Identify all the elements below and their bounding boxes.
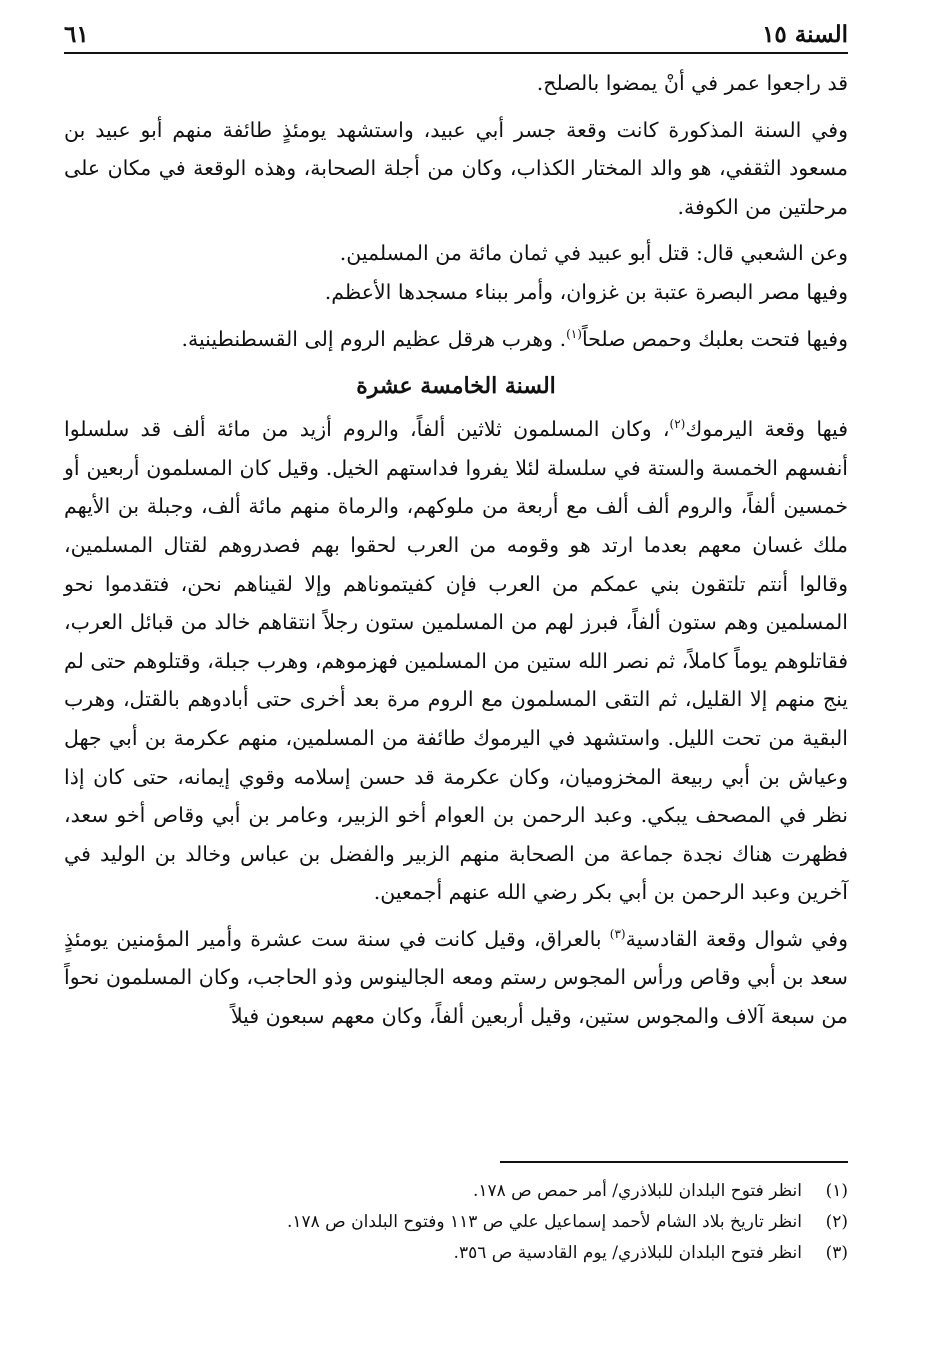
text: وفيها فتحت بعلبك وحمص صلحاً (581, 326, 848, 351)
footnote-number: (٣) (825, 1243, 848, 1263)
paragraph: وفي السنة المذكورة كانت وقعة جسر أبي عبيد، واستشهد يومئذٍ طائفة منهم أبو عبيد بن مسعود الثقفي، هو والد المختار الكذاب، وكان من أجلة الصحابة، وهذه الوقعة في مكان على مرحلتين من الكوفة. (64, 117, 848, 219)
text: فيها وقعة اليرموك (685, 417, 849, 442)
page-number: ٦١ (64, 21, 89, 48)
footnote (64, 1238, 848, 1269)
paragraph (64, 320, 848, 359)
text: ، وكان المسلمون ثلاثين ألفاً، والروم أزيد من مائة ألف قد سلسلوا أنفسهم الخمسة والستة في سلسلة لئلا يفروا فداستهم الخيل. وقيل كان المسلمون أربعين أو خمسين ألفاً، والروم ألف ألف مع أربعة من ملوكهم، والرماة منهم مائة ألف، وجبلة بن الأيهم ملك غسان معهم بعدما ارتد هو وقومه من العرب لحقوا بهم فصدروهم لقتال المسلمين، وقالوا أنتم تلتقون بني عمكم من العرب فإن كفيتموناهم وإلا لقيناهم نحن، فتقدموا نحو المسلمين وهم ستون ألفاً، فبرز لهم من المسلمين ستون رجلاً انتقاهم خالد من قبائل العرب، فقاتلوهم يوماً كاملاً، ثم نصر الله ستين من المسلمين فهزموهم، وهرب جبلة، وقتلوهم حتى لم ينج منهم إلا القليل، ثم التقى المسلمون مع الروم مرة بعد أخرى حتى أبادوهم بالقتل، وهرب البقية من تحت الليل. واستشهد في اليرموك طائفة من المسلمين، منهم عكرمة بن أبي جهل وعياش بن أبي ربيعة المخزوميان، وكان عكرمة قد حسن إسلامه وقوي إيمانه، حتى كان إذا نظر في المصحف يبكي. وعبد الرحمن بن العوام أخو الزبير، وعامر بن أبي وقاص أخو سعد، فظهرت هناك نجدة جماعة من الصحابة منهم الزبير والفضل بن عباس وخالد بن الوليد في آخرين وعبد الرحمن بن أبي بكر رضي الله عنهم أجمعين. (64, 417, 848, 905)
text: . وهرب هرقل عظيم الروم إلى القسطنطينية. (181, 326, 567, 351)
text: بالعراق، وقيل كانت في سنة ست عشرة وأمير المؤمنين يومئذٍ سعد بن أبي وقاص ورأس المجوس رستم ومعه الجالينوس وذو الحاجب، وكان المسلمون نحواً من سبعة آلاف والمجوس ستين، وقيل أربعين ألفاً، وكان معهم سبعون فيلاً (64, 926, 848, 1029)
footnote-text: انظر فتوح البلدان للبلاذري/ أمر حمص ص ١٧٨. (472, 1181, 802, 1201)
header-title: السنة ١٥ (762, 21, 848, 48)
text: وفي شوال وقعة القادسية (625, 926, 848, 951)
footnote-text: انظر فتوح البلدان للبلاذري/ يوم القادسية ص ٣٥٦. (453, 1243, 802, 1263)
paragraph: وعن الشعبي قال: قتل أبو عبيد في ثمان مائة من المسلمين. (339, 241, 848, 266)
running-header (64, 14, 848, 54)
paragraph (64, 410, 848, 912)
paragraph (64, 920, 848, 1036)
main-text (64, 64, 848, 1036)
footnote-divider (500, 1161, 848, 1163)
footnote-number: (٢) (825, 1212, 848, 1232)
footnotes (64, 1176, 848, 1269)
footnote (64, 1176, 848, 1207)
footnote-text: انظر تاريخ بلاد الشام لأحمد إسماعيل علي ص ١١٣ وفتوح البلدان ص ١٧٨. (286, 1212, 802, 1232)
section-heading: السنة الخامسة عشرة (356, 373, 556, 400)
footnote-ref[interactable]: (٣) (609, 927, 626, 942)
footnote-ref[interactable]: (٢) (669, 417, 686, 432)
paragraph: قد راجعوا عمر في أنْ يمضوا بالصلح. (536, 71, 848, 95)
paragraph: وفيها مصر البصرة عتبة بن غزوان، وأمر ببناء مسجدها الأعظم. (324, 279, 848, 304)
footnote-number: (١) (825, 1181, 848, 1201)
footnote (64, 1207, 848, 1238)
footnote-ref[interactable]: (١) (566, 326, 582, 341)
